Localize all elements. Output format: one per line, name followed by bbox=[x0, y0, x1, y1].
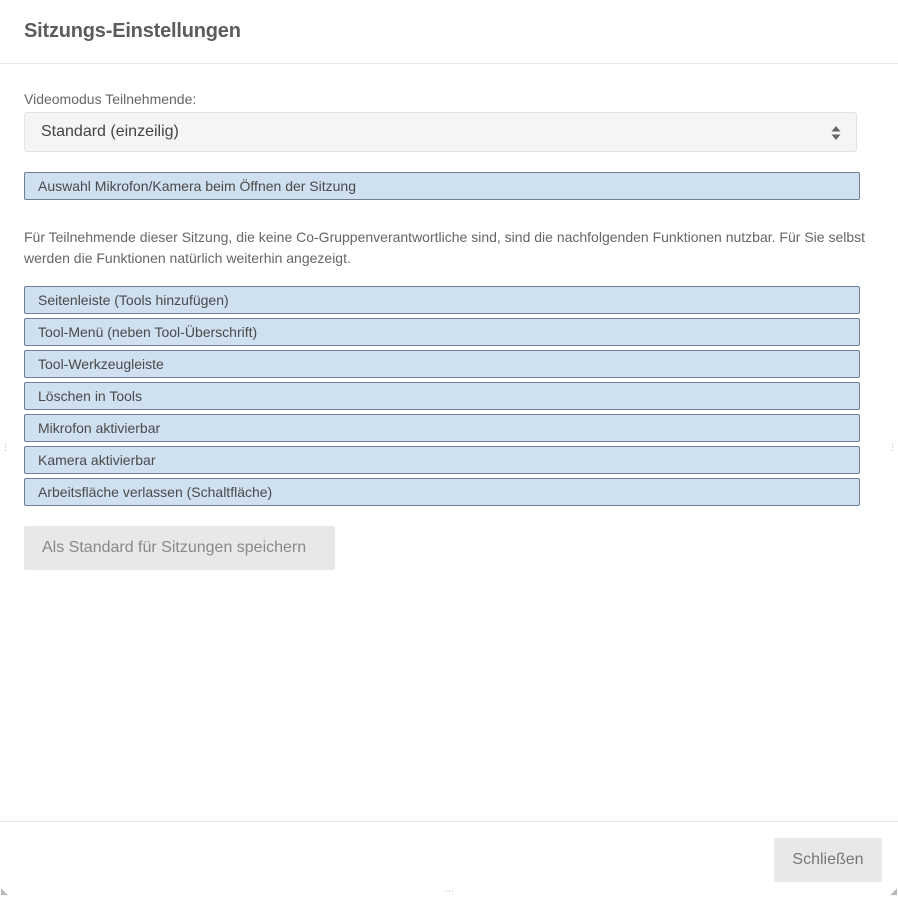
feature-toggle-delete-in-tools[interactable] bbox=[24, 382, 860, 410]
dialog-title: Sitzungs-Einstellungen bbox=[24, 20, 241, 42]
feature-toggle-label: Mikrofon aktivierbar bbox=[38, 420, 161, 436]
device-selection-toggle[interactable] bbox=[24, 172, 860, 200]
sort-caret-icon bbox=[831, 125, 841, 141]
feature-toggle-tool-menu[interactable] bbox=[24, 318, 860, 346]
resize-grip-left-icon[interactable]: ⋮ bbox=[1, 443, 10, 453]
save-as-default-button[interactable]: Als Standard für Sitzungen speichern bbox=[24, 526, 335, 570]
feature-toggle-list bbox=[24, 286, 874, 506]
dialog-header bbox=[0, 0, 898, 64]
feature-toggle-sidebar[interactable] bbox=[24, 286, 860, 314]
feature-toggle-label: Tool-Werkzeugleiste bbox=[38, 356, 164, 372]
video-mode-select[interactable] bbox=[24, 112, 857, 152]
feature-toggle-label: Löschen in Tools bbox=[38, 388, 143, 404]
resize-grip-bottom-right-icon[interactable]: ◢ bbox=[890, 887, 897, 897]
feature-toggle-label: Kamera aktivierbar bbox=[38, 452, 156, 468]
feature-toggle-microphone[interactable] bbox=[24, 414, 860, 442]
feature-toggle-camera[interactable] bbox=[24, 446, 860, 474]
feature-toggle-label: Seitenleiste (Tools hinzufügen) bbox=[38, 292, 229, 308]
feature-toggle-label: Arbeitsfläche verlassen (Schaltfläche) bbox=[38, 484, 273, 500]
dialog-body bbox=[0, 64, 898, 570]
close-button[interactable]: Schließen bbox=[774, 838, 882, 882]
resize-grip-bottom-left-icon[interactable]: ◣ bbox=[1, 887, 8, 897]
video-mode-selected-value: Standard (einzeilig) bbox=[41, 123, 179, 140]
resize-grip-bottom-icon[interactable]: ⋯ bbox=[445, 887, 454, 897]
feature-toggle-label: Tool-Menü (neben Tool-Überschrift) bbox=[38, 324, 258, 340]
info-text: Für Teilnehmende dieser Sitzung, die keine Co-Gruppenverantwortliche sind, sind die nachfolgenden Funktionen nutzbar. Für Sie selbst werden die Funktionen natürlich weiterhin angezeigt. bbox=[24, 229, 866, 266]
video-mode-label: Videomodus Teilnehmende: bbox=[24, 91, 197, 107]
resize-grip-right-icon[interactable]: ⋮ bbox=[888, 443, 897, 453]
feature-toggle-leave-workspace[interactable] bbox=[24, 478, 860, 506]
feature-toggle-tool-toolbar[interactable] bbox=[24, 350, 860, 378]
device-selection-label: Auswahl Mikrofon/Kamera beim Öffnen der Sitzung bbox=[38, 178, 357, 194]
